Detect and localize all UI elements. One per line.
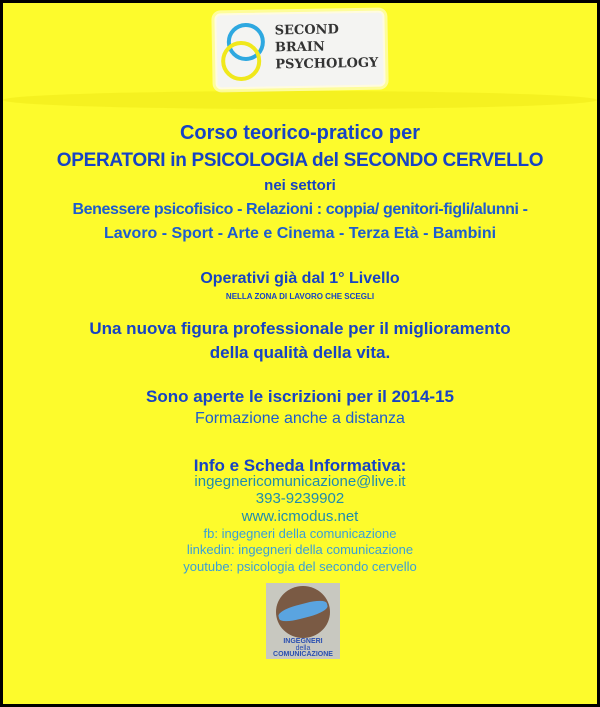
title-line-2: OPERATORI in PSICOLOGIA del SECONDO CERVELLO (56, 150, 544, 171)
title-line-1: Corso teorico-pratico per (179, 122, 421, 144)
email-link[interactable]: ingegnericomunicazione@live.it (194, 473, 406, 490)
logo-text: BRAIN (274, 39, 325, 56)
decorative-stroke (3, 91, 597, 109)
formazione-text: Formazione anche a distanza (195, 410, 405, 427)
second-brain-psychology-logo (214, 11, 385, 90)
website-link[interactable]: www.icmodus.net (241, 508, 359, 525)
facebook-text: fb: ingegneri della comunicazione (203, 526, 397, 541)
iscrizioni-text: Sono aperte le iscrizioni per il 2014-15 (145, 387, 454, 406)
linkedin-text: linkedin: ingegneri della comunicazione (186, 542, 414, 557)
phone-number: 393-9239902 (255, 490, 345, 507)
sectors-line-1: Benessere psicofisico - Relazioni : coppia/ genitori-figli/alunni - (72, 201, 528, 218)
flyer (3, 3, 597, 704)
youtube-text: youtube: psicologia del secondo cervello (183, 559, 417, 574)
logo-text: PSYCHOLOGY (275, 55, 379, 73)
globe-icon (276, 586, 330, 638)
info-heading: Info e Scheda Informativa: (193, 456, 407, 475)
logo-text: SECOND (274, 22, 339, 39)
logo-text: INGEGNERI (283, 638, 323, 645)
operativi-text: Operativi già dal 1° Livello (200, 270, 400, 287)
ingegneri-comunicazione-logo (266, 583, 340, 659)
operativi-subtext: NELLA ZONA DI LAVORO CHE SCEGLI (225, 292, 375, 301)
figura-line-2: della qualità della vita. (209, 343, 391, 362)
logo-text: della (295, 645, 311, 652)
figura-line-1: Una nuova figura professionale per il miglioramento (89, 319, 511, 338)
title-line-3: nei settori (264, 177, 336, 194)
sectors-line-2: Lavoro - Sport - Arte e Cinema - Terza Età - Bambini (103, 225, 497, 242)
logo-text: COMUNICAZIONE (273, 651, 333, 658)
yellow-ring-icon (221, 41, 262, 82)
